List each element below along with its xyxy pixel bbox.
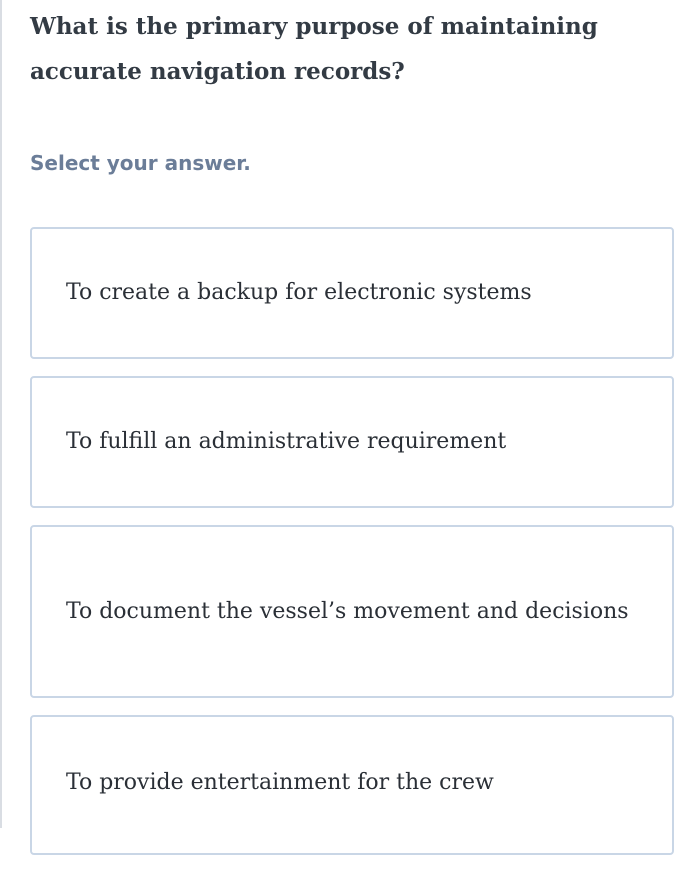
answer-option[interactable]	[30, 376, 674, 508]
answer-option[interactable]	[30, 715, 674, 855]
answer-option-label: To document the vessel’s movement and decisions	[66, 598, 629, 624]
answer-option-label: To provide entertainment for the crew	[66, 770, 494, 795]
question-text: What is the primary purpose of maintaining accurate navigation records?	[30, 13, 598, 85]
answer-option-label: To fulfill an administrative requirement	[66, 429, 507, 454]
answer-options-list	[30, 227, 674, 872]
answer-option[interactable]	[30, 227, 674, 359]
answer-instruction: Select your answer.	[30, 151, 251, 175]
answer-option[interactable]	[30, 525, 674, 698]
answer-option-label: To create a backup for electronic systems	[66, 280, 532, 305]
